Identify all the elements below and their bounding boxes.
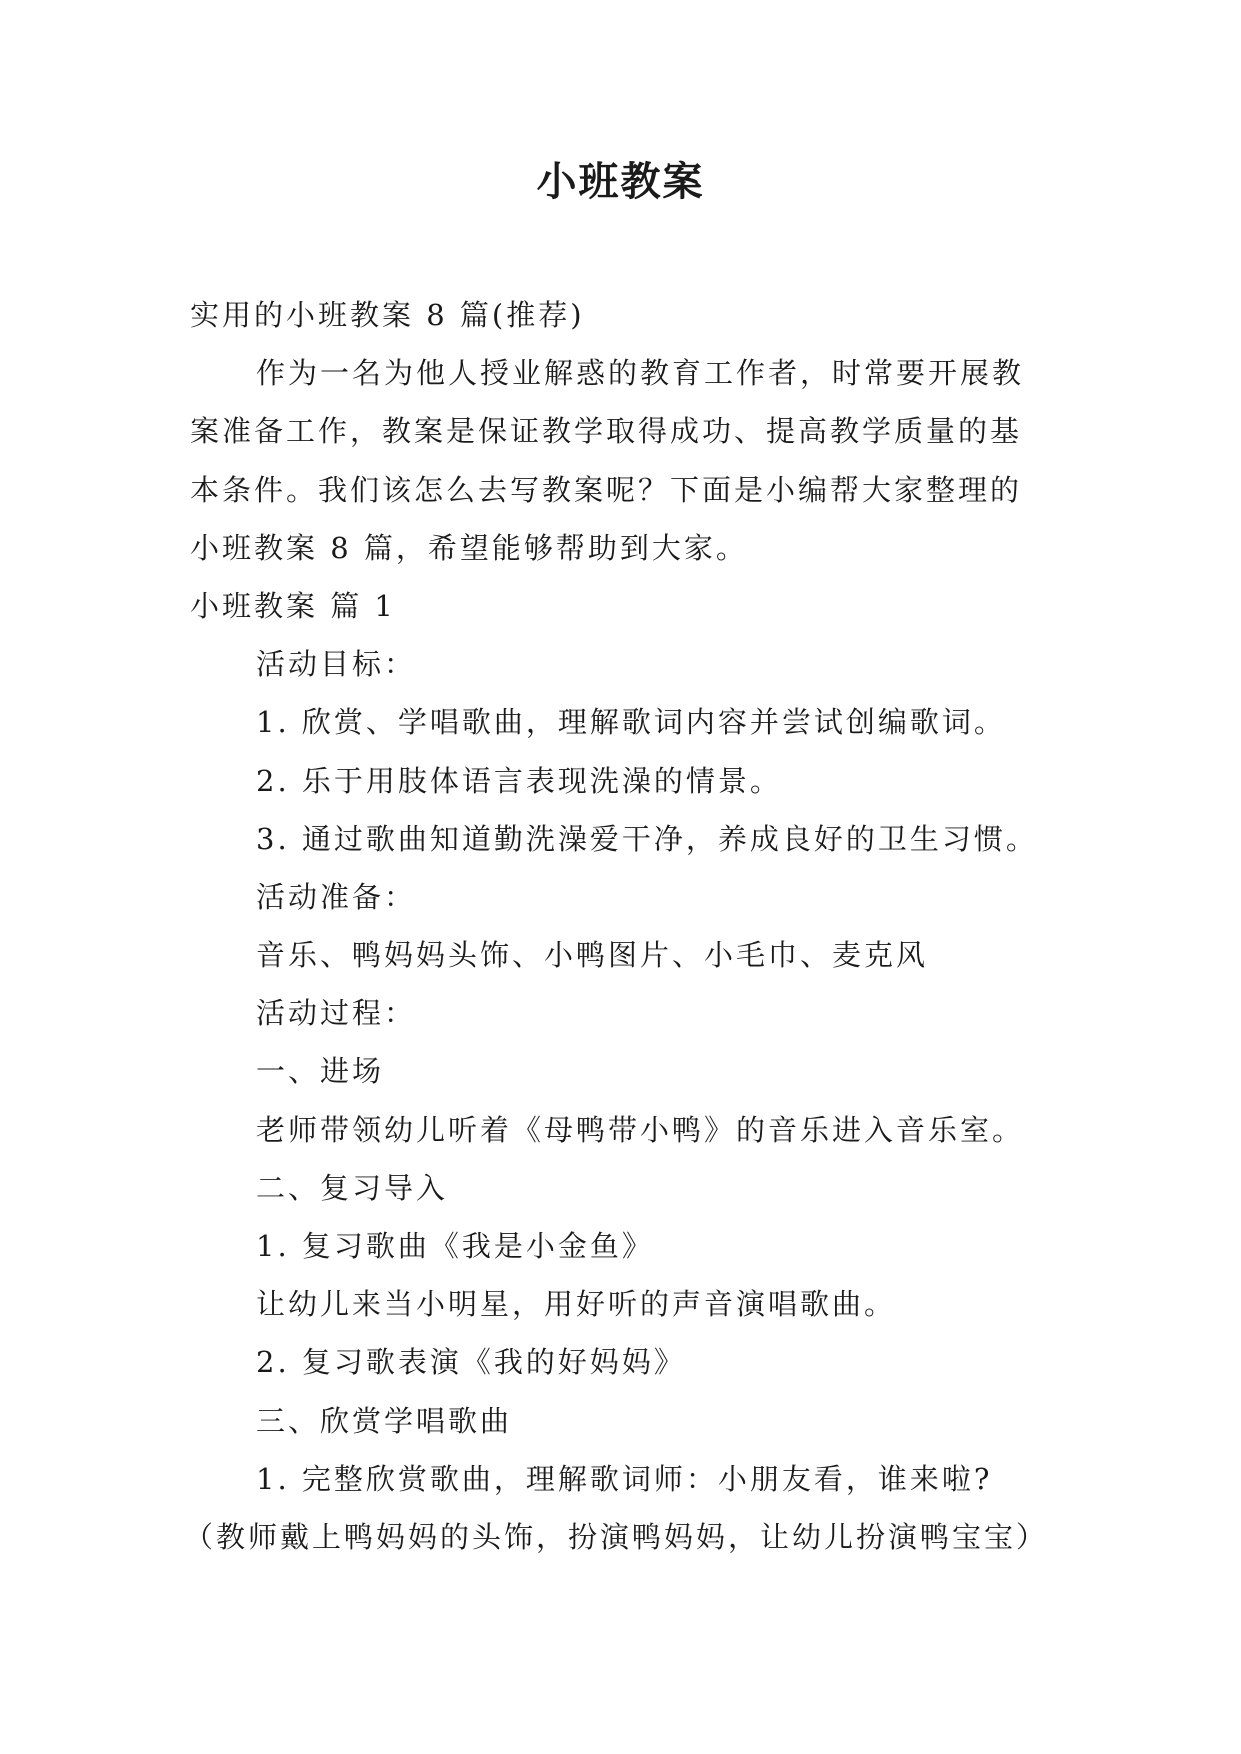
text-line: 实用的小班教案 8 篇(推荐) (190, 298, 585, 332)
text-line: 小班教案 篇 1 (190, 588, 396, 623)
text-line: 1. 复习歌曲《我是小金鱼》 (256, 1229, 654, 1263)
text-line: 二、复习导入 (256, 1170, 449, 1205)
document-title: 小班教案 (536, 158, 705, 205)
text-line: 2. 乐于用肢体语言表现洗澡的情景。 (256, 763, 782, 798)
text-line: 音乐、鸭妈妈头饰、小鸭图片、小毛巾、麦克风 (256, 938, 929, 973)
text-line: 老师带领幼儿听着《母鸭带小鸭》的音乐进入音乐室。 (256, 1112, 1025, 1147)
text-line: 活动过程： (256, 996, 417, 1031)
text-line: 活动准备： (256, 879, 417, 914)
text-line: 活动目标： (256, 647, 417, 682)
text-line: 作为一名为他人授业解惑的教育工作者，时常要开展教 (256, 356, 1025, 391)
text-line: 案准备工作，教案是保证教学取得成功、提高教学质量的基 (190, 414, 1023, 449)
text-line: 一、进场 (256, 1054, 385, 1089)
text-line: 1. 欣赏、学唱歌曲，理解歌词内容并尝试创编歌词。 (256, 705, 1006, 740)
text-line: 让幼儿来当小明星，用好听的声音演唱歌曲。 (256, 1287, 897, 1322)
text-line: 2. 复习歌表演《我的好妈妈》 (256, 1345, 686, 1380)
text-line: （教师戴上鸭妈妈的头饰，扮演鸭妈妈，让幼儿扮演鸭宝宝） (184, 1519, 1049, 1554)
text-line: 小班教案 8 篇，希望能够帮助到大家。 (190, 530, 748, 565)
text-line: 1. 完整欣赏歌曲，理解歌词师：小朋友看，谁来啦? (256, 1461, 993, 1496)
text-line: 本条件。我们该怎么去写教案呢？下面是小编帮大家整理的 (190, 472, 1023, 507)
text-line: 3. 通过歌曲知道勤洗澡爱干净，养成良好的卫生习惯。 (256, 821, 1038, 856)
text-line: 三、欣赏学唱歌曲 (256, 1403, 513, 1438)
document-body (184, 286, 1070, 1566)
